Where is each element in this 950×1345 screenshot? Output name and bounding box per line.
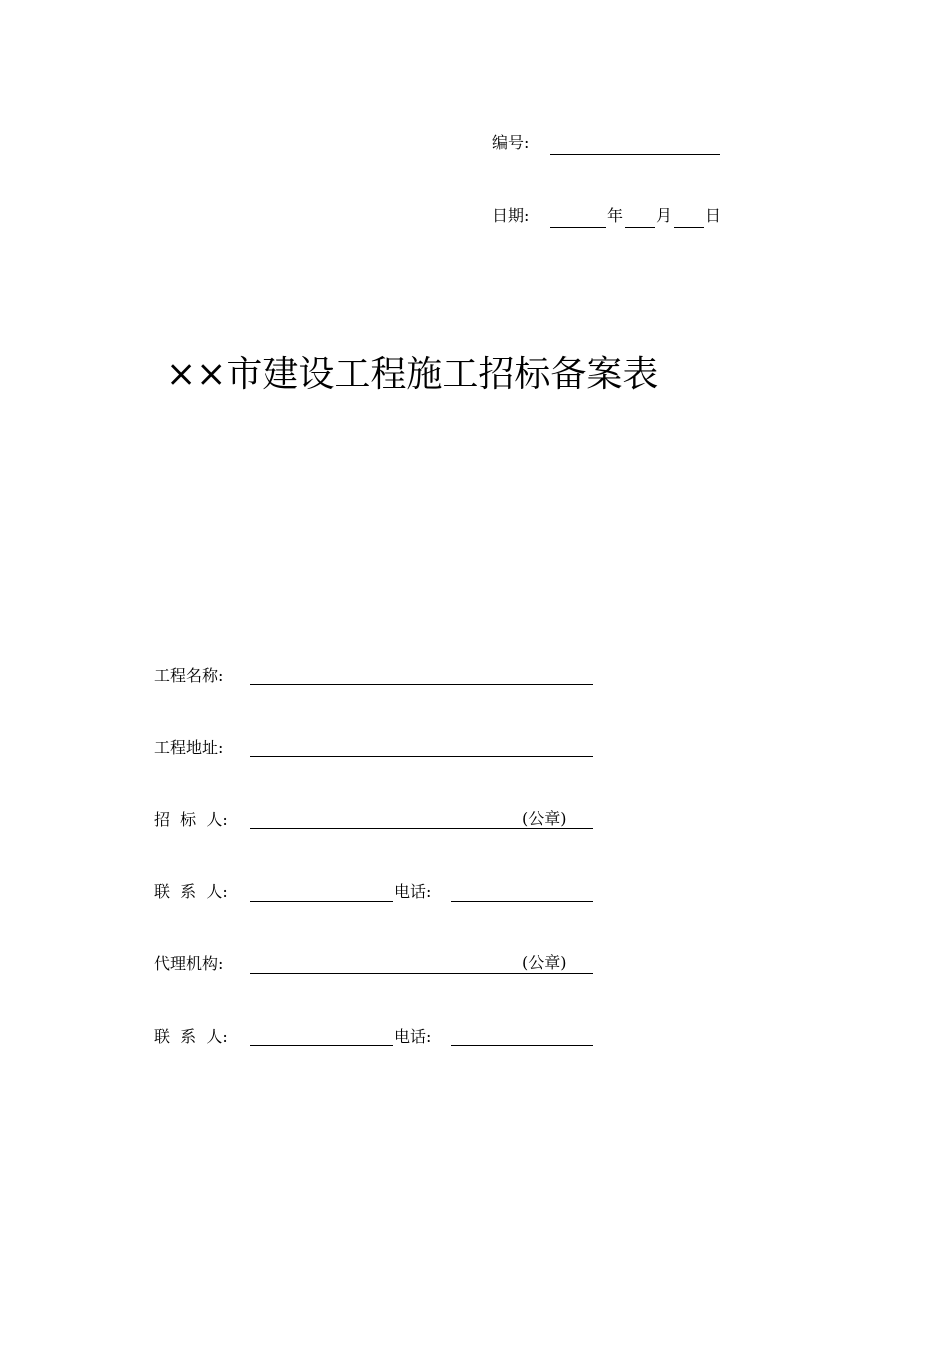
phone-2-label: 电话: [394,1027,432,1046]
number-label: 编号: [492,133,530,152]
date-year-field[interactable] [550,227,606,228]
date-day-field[interactable] [674,227,704,228]
date-day-unit: 日 [705,206,722,225]
phone-1-label: 电话: [394,882,432,901]
contact-2-field[interactable] [250,1045,393,1046]
agency-field[interactable] [250,973,593,974]
date-year-unit: 年 [607,206,624,225]
date-month-unit: 月 [656,206,673,225]
date-month-field[interactable] [625,227,655,228]
project-address-field[interactable] [250,756,593,757]
tenderer-seal-note: (公章) [522,809,567,828]
project-name-field[interactable] [250,684,593,685]
document-title: ××市建设工程施工招标备案表 [166,354,659,395]
agency-label: 代理机构: [154,954,224,973]
project-name-label: 工程名称: [154,666,224,685]
date-label: 日期: [492,206,530,225]
phone-1-field[interactable] [451,901,593,902]
contact-2-label: 联 系 人: [154,1027,228,1046]
project-address-label: 工程地址: [154,738,224,757]
agency-seal-note: (公章) [522,953,567,972]
number-field[interactable] [550,154,720,155]
tenderer-label: 招 标 人: [154,810,228,829]
contact-1-field[interactable] [250,901,393,902]
contact-1-label: 联 系 人: [154,882,228,901]
phone-2-field[interactable] [451,1045,593,1046]
